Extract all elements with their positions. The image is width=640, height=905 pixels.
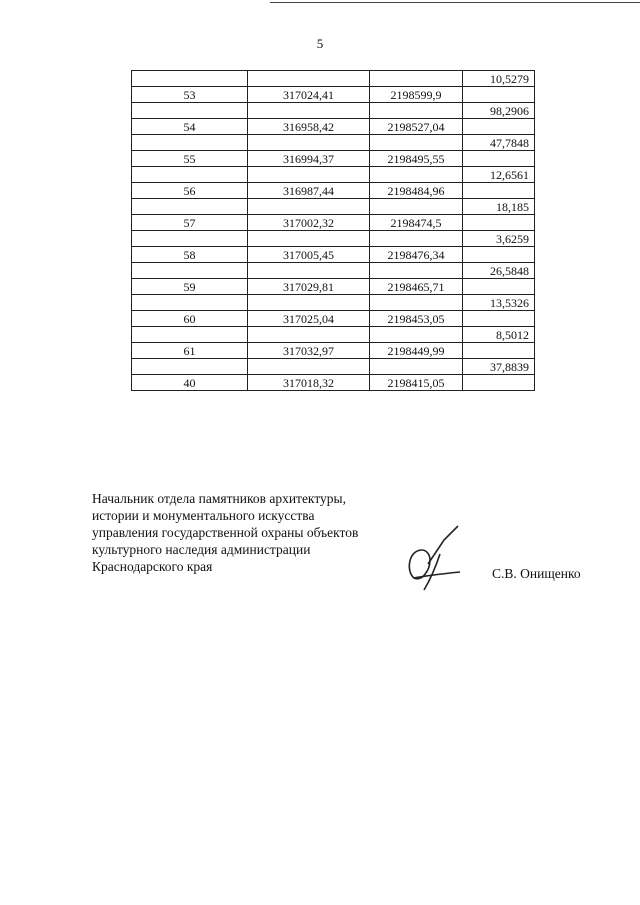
signatory-position <box>92 490 358 575</box>
point-row <box>132 119 535 135</box>
distance-row <box>132 263 535 279</box>
position-line: Краснодарского края <box>92 559 213 574</box>
signatory-name: С.В. Онищенко <box>492 566 581 581</box>
distance-row <box>132 327 535 343</box>
x-coordinate-cell <box>248 231 370 247</box>
x-coordinate-cell <box>248 167 370 183</box>
top-rule <box>270 2 640 3</box>
point-number-cell <box>132 199 248 215</box>
point-row <box>132 215 535 231</box>
x-coordinate-cell <box>248 135 370 151</box>
distance-cell: 8,5012 <box>463 327 535 343</box>
x-coordinate-cell: 316987,44 <box>248 183 370 199</box>
y-coordinate-cell: 2198484,96 <box>370 183 463 199</box>
point-number-cell <box>132 359 248 375</box>
distance-row <box>132 135 535 151</box>
distance-cell: 26,5848 <box>463 263 535 279</box>
y-coordinate-cell: 2198449,99 <box>370 343 463 359</box>
point-number-cell <box>132 295 248 311</box>
y-coordinate-cell <box>370 359 463 375</box>
x-coordinate-cell: 317002,32 <box>248 215 370 231</box>
y-coordinate-cell: 2198415,05 <box>370 375 463 391</box>
point-row <box>132 375 535 391</box>
y-coordinate-cell <box>370 263 463 279</box>
y-coordinate-cell: 2198476,34 <box>370 247 463 263</box>
y-coordinate-cell <box>370 167 463 183</box>
y-coordinate-cell <box>370 71 463 87</box>
x-coordinate-cell <box>248 263 370 279</box>
point-row <box>132 343 535 359</box>
point-number-cell <box>132 263 248 279</box>
distance-row <box>132 295 535 311</box>
point-number-cell: 56 <box>132 183 248 199</box>
y-coordinate-cell <box>370 135 463 151</box>
point-row <box>132 151 535 167</box>
distance-row <box>132 103 535 119</box>
x-coordinate-cell: 316958,42 <box>248 119 370 135</box>
coordinates-table-body <box>132 71 535 391</box>
page-number: 5 <box>316 36 324 51</box>
position-line: Начальник отдела памятников архитектуры, <box>92 491 346 506</box>
point-number-cell <box>132 167 248 183</box>
y-coordinate-cell: 2198453,05 <box>370 311 463 327</box>
point-row <box>132 183 535 199</box>
distance-row <box>132 231 535 247</box>
distance-row <box>132 359 535 375</box>
distance-cell: 3,6259 <box>463 231 535 247</box>
distance-row <box>132 199 535 215</box>
point-number-cell <box>132 231 248 247</box>
distance-cell: 98,2906 <box>463 103 535 119</box>
distance-cell <box>463 183 535 199</box>
point-number-cell: 57 <box>132 215 248 231</box>
y-coordinate-cell <box>370 103 463 119</box>
y-coordinate-cell <box>370 327 463 343</box>
distance-row <box>132 167 535 183</box>
x-coordinate-cell: 317024,41 <box>248 87 370 103</box>
distance-cell: 10,5279 <box>463 71 535 87</box>
distance-cell <box>463 311 535 327</box>
point-row <box>132 87 535 103</box>
x-coordinate-cell: 317005,45 <box>248 247 370 263</box>
point-number-cell: 59 <box>132 279 248 295</box>
point-row <box>132 247 535 263</box>
distance-cell <box>463 343 535 359</box>
x-coordinate-cell: 316994,37 <box>248 151 370 167</box>
y-coordinate-cell: 2198599,9 <box>370 87 463 103</box>
y-coordinate-cell <box>370 295 463 311</box>
y-coordinate-cell <box>370 231 463 247</box>
distance-cell: 37,8839 <box>463 359 535 375</box>
distance-cell <box>463 247 535 263</box>
x-coordinate-cell: 317018,32 <box>248 375 370 391</box>
y-coordinate-cell: 2198527,04 <box>370 119 463 135</box>
distance-cell <box>463 87 535 103</box>
x-coordinate-cell: 317032,97 <box>248 343 370 359</box>
y-coordinate-cell <box>370 199 463 215</box>
point-number-cell: 53 <box>132 87 248 103</box>
point-number-cell <box>132 71 248 87</box>
point-number-cell <box>132 135 248 151</box>
distance-cell: 18,185 <box>463 199 535 215</box>
distance-cell <box>463 119 535 135</box>
y-coordinate-cell: 2198474,5 <box>370 215 463 231</box>
point-number-cell <box>132 327 248 343</box>
y-coordinate-cell: 2198465,71 <box>370 279 463 295</box>
coordinates-table <box>131 70 535 391</box>
y-coordinate-cell: 2198495,55 <box>370 151 463 167</box>
point-number-cell: 40 <box>132 375 248 391</box>
point-number-cell: 60 <box>132 311 248 327</box>
point-row <box>132 279 535 295</box>
x-coordinate-cell <box>248 327 370 343</box>
distance-cell <box>463 279 535 295</box>
x-coordinate-cell <box>248 103 370 119</box>
x-coordinate-cell: 317029,81 <box>248 279 370 295</box>
point-number-cell: 61 <box>132 343 248 359</box>
distance-cell <box>463 151 535 167</box>
distance-cell <box>463 375 535 391</box>
x-coordinate-cell <box>248 71 370 87</box>
x-coordinate-cell <box>248 295 370 311</box>
point-number-cell: 55 <box>132 151 248 167</box>
x-coordinate-cell <box>248 199 370 215</box>
point-number-cell: 54 <box>132 119 248 135</box>
distance-cell: 47,7848 <box>463 135 535 151</box>
point-row <box>132 311 535 327</box>
distance-cell: 12,6561 <box>463 167 535 183</box>
distance-cell <box>463 215 535 231</box>
position-line: культурного наследия администрации <box>92 542 311 557</box>
distance-row <box>132 71 535 87</box>
point-number-cell <box>132 103 248 119</box>
point-number-cell: 58 <box>132 247 248 263</box>
x-coordinate-cell <box>248 359 370 375</box>
distance-cell: 13,5326 <box>463 295 535 311</box>
position-line: истории и монументального искусства <box>92 508 315 523</box>
handwritten-signature <box>400 520 465 595</box>
position-line: управления государственной охраны объектов <box>92 525 359 540</box>
x-coordinate-cell: 317025,04 <box>248 311 370 327</box>
